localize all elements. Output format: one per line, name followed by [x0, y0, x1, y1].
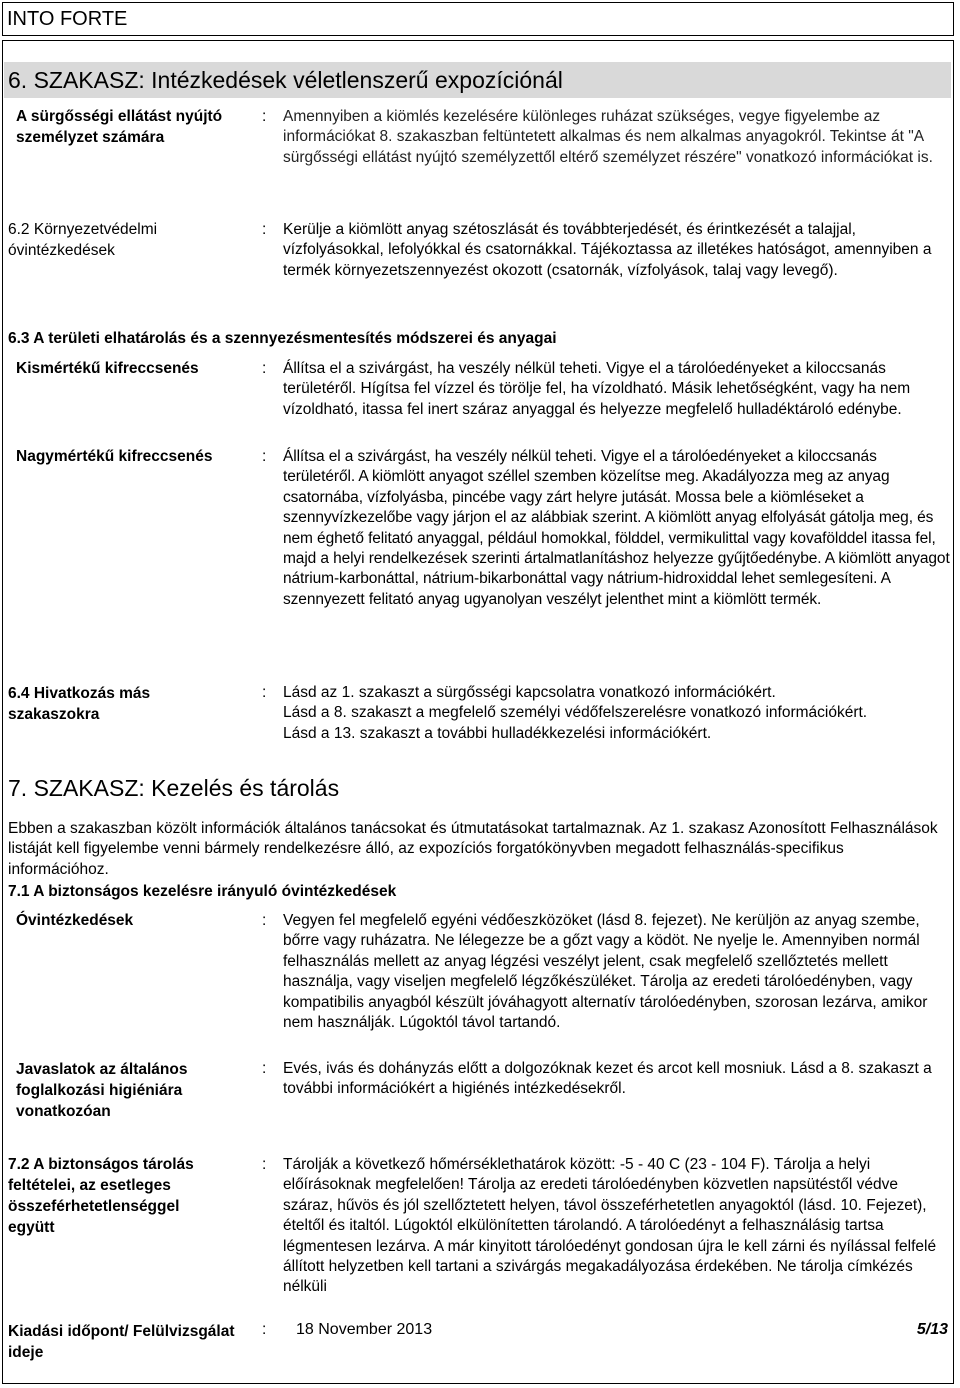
- section-6-title: 6. SZAKASZ: Intézkedések véletlenszerű expozíciónál: [4, 62, 951, 98]
- s62-text: Kerülje a kiömlött anyag szétoszlását és továbbterjedését, és érintkezését a talajjal, vízfolyásokkal, lefolyókkal és csatornákkal. Tájékoztassa az illetékes hatóságot, amennyiben a termék környezetszennyezést okozott (csatornák, vízfolyások, talaj vagy levegő).: [283, 221, 932, 279]
- hygiene-text: Evés, ivás és dohányzás előtt a dolgozóknak kezet és arcot kell mosniuk. Lásd a 8. szakaszt a további információkért a higiénés intézkedésekről.: [283, 1060, 932, 1098]
- s61-text: Amennyiben a kiömlés kezelésére különleges ruházat szükséges, vegye figyelembe az információkat 8. szakaszban feltüntetett alkalmas és nem alkalmas anyagokról. Tekintse át "A sürgősségi ellátást nyújtó személyzettől eltérő személyzet részére" vonatkozó információkat is.: [283, 108, 933, 166]
- s71-title: 7.1 A biztonságos kezelésre irányuló óvintézkedések: [8, 883, 397, 900]
- s64-colon: :: [262, 684, 267, 701]
- small-spill-colon: :: [262, 360, 267, 377]
- footer-date: 18 November 2013: [296, 1321, 433, 1338]
- section-7-intro: Ebben a szakaszban közölt információk általános tanácsokat és útmutatásokat tartalmaznak. Az 1. szakasz Azonosított Felhasználások listáját kell figyelembe venni bármely rendelkezésre álló, az expozíciós forgatókönyvben megadott felhasználás-specifikus információhoz.: [8, 820, 938, 878]
- s63-title: 6.3 A területi elhatárolás és a szennyezésmentesítés módszerei és anyagai: [8, 330, 557, 347]
- s62-label: 6.2 Környezetvédelmi óvintézkedések: [8, 221, 158, 259]
- product-name: INTO FORTE: [7, 8, 128, 30]
- s64-label: 6.4 Hivatkozás más szakaszokra: [8, 685, 151, 723]
- s64-line-1: Lásd az 1. szakaszt a sürgősségi kapcsolatra vonatkozó információkért.: [283, 684, 776, 701]
- small-spill-label: Kismértékű kifreccsenés: [16, 360, 199, 377]
- precautions-text: Vegyen fel megfelelő egyéni védőeszközöket (lásd 8. fejezet). Ne kerüljön az anyag szembe, bőrre vagy ruházatra. Ne lélegezze be a gőzt vagy a ködöt. Ne nyelje le. Amennyiben normál felhasználás mellett az anyag légzési veszélyt jelent, csak megfelelő szellőztetés mellett használja, vagy viseljen megfelelő légzőkészüléket. Tárolja az eredeti tárolóedényben, vagy kompatibilis anyagból készült jóváhagyott alternatív tárolóedényben, szorosan lezárva, amikor nem használják. Lúgoktól távol tartandó.: [283, 912, 928, 1032]
- large-spill-text: Állítsa el a szivárgást, ha veszély nélkül teheti. Vigye el a tárolóedényeket a kiloccsanás területéről. A kiömlött anyagot széllel szemben közelítse meg. Akadályozza meg az anyag csatornába, vízfolyásba, pincébe vagy zárt helyre jutását. Mossa bele a kiömléseket a szennyvízkezelőbe vagy járjon el az alábbiak szerint. A kiömlött anyag elfolyását gátolja meg, és nem éghető felitató anyaggal, például homokkal, földdel, vermikulittal vagy kovafölddel itassa fel, majd a helyi rendelkezések szerinti ártalmatlanításhoz helyezze gyűjtőedénybe. A kiömlött anyagot nátrium-karbonáttal, nátrium-bikarbonáttal vagy nátrium-hidroxiddal lehet semlegesíteni. A szennyezett felitató anyag ugyanolyan veszélyt jelenthet mint a kiömlött termék.: [283, 448, 950, 608]
- footer-colon: :: [262, 1321, 267, 1338]
- s72-label: 7.2 A biztonságos tárolás feltételei, az esetleges összeférhetetlenséggel együtt: [8, 1156, 194, 1236]
- section-7-title: 7. SZAKASZ: Kezelés és tárolás: [8, 775, 340, 801]
- s72-text: Tárolják a következő hőmérséklethatárok között: -5 - 40 C (23 - 104 F). Tárolja a helyi előírásoknak megfelelően! Tárolja az eredeti tárolóedényben közvetlen napsütéstől védve száraz, hűvös és jól szellőztetett helyen, távol összeférhetetlen anyagoktól (lásd. 10. Fejezet), ételtől és italtól. Lúgoktól elkülönítetten tárolandó. A tárolóedényt a felhasználásig tartsa légmentesen lezárva. A már kinyitott tárolóedényt gondosan újra le kell zárni és nyílással felfelé állított helyzetben kell tartani a szivárgás megakadályozása érdekében. Ne tárolja címkézés nélküli: [283, 1156, 937, 1296]
- s64-line-3: Lásd a 13. szakaszt a további hulladékkezelési információkért.: [283, 724, 712, 742]
- precautions-colon: :: [262, 912, 267, 929]
- large-spill-colon: :: [262, 448, 267, 465]
- s61-label: A sürgősségi ellátást nyújtó személyzet számára: [16, 108, 223, 146]
- small-spill-text: Állítsa el a szivárgást, ha veszély nélkül teheti. Vigye el a tárolóedényeket a kiloccsanás területéről. Hígítsa fel vízzel és törölje fel, ha vízoldható. Másik lehetőségként, vagy ha nem vízoldható, itassa fel inert száraz anyaggal és helyezze megfelelő hulladéktároló edénybe.: [283, 360, 911, 418]
- hygiene-colon: :: [262, 1060, 267, 1077]
- product-name-bar: [2, 2, 954, 36]
- precautions-label: Óvintézkedések: [16, 912, 134, 929]
- s61-colon: :: [262, 108, 267, 125]
- footer-issue-date-label: Kiadási időpont/ Felülvizsgálat ideje: [8, 1323, 235, 1361]
- hygiene-label: Javaslatok az általános foglalkozási higiéniára vonatkozóan: [16, 1061, 188, 1120]
- page-number: 5/13: [916, 1321, 948, 1338]
- s72-colon: :: [262, 1156, 267, 1173]
- large-spill-label: Nagymértékű kifreccsenés: [16, 448, 213, 465]
- s64-line-2: Lásd a 8. szakaszt a megfelelő személyi védőfelszerelésre vonatkozó információkért.: [283, 704, 868, 722]
- s62-colon: :: [262, 221, 267, 238]
